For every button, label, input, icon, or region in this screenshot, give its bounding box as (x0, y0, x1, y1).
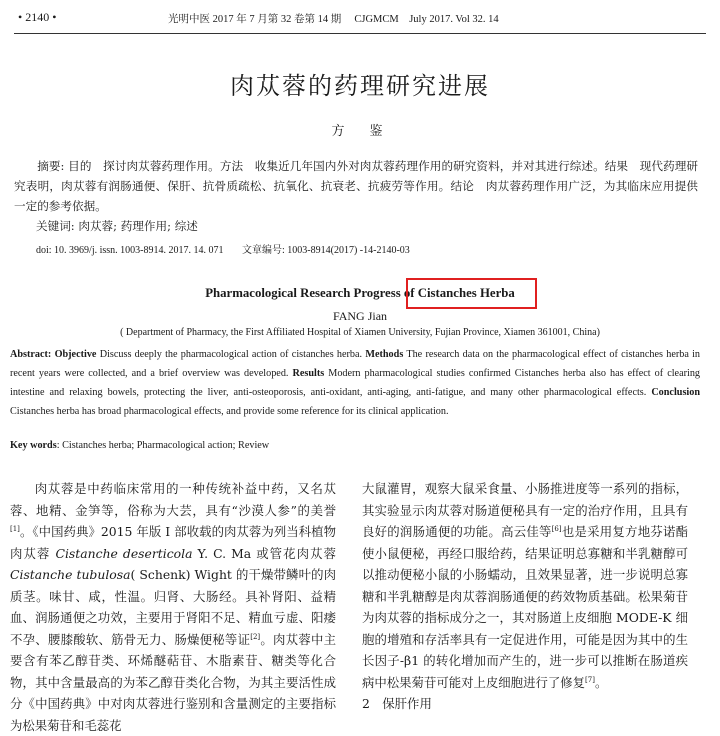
header-rule (14, 33, 706, 34)
body-left-p2: 。《中国药典》2015 年版 Ⅰ 部收载的肉苁蓉为列当科植物肉苁蓉 (10, 524, 336, 561)
reference-7: [7] (585, 675, 595, 684)
body-left-p5: 。肉苁蓉中主要含有苯乙醇苷类、环烯醚萜苷、木脂素苷、糖类等化合物，其中含量最高的为苯乙醇苷类化合物，为其主要活性成分《中国药典》中对肉苁蓉进行鉴别和含量测定的主要指标为松果菊苷和毛蕊花 (10, 631, 337, 733)
english-title (0, 286, 720, 301)
reference-6: [6] (551, 524, 562, 533)
english-author: FANG Jian (332, 309, 388, 323)
running-head: 光明中医 2017 年 7 月第 32 卷第 14 期 CJGMCM July 2017. Vol 32. 14 (168, 14, 499, 25)
body-column-left (10, 478, 336, 736)
body-right-p3: 。 (594, 674, 608, 690)
affiliation: ( Department of Pharmacy, the First Affiliated Hospital of Xiamen University, Fujian Province, Xiamen 361001, China) (120, 327, 600, 338)
doi-line (36, 241, 410, 256)
page-number: • 2140 • (18, 10, 57, 24)
doi: doi: 10. 3969/j. issn. 1003-8914. 2017. 14. 071 (36, 245, 224, 256)
body-left-p1: 肉苁蓉是中药临床常用的一种传统补益中药，又名苁蓉、地精、金笋等，俗称为大芸，具有“沙漠人参”的美誉 (10, 481, 336, 518)
keywords-en-label: Key words (10, 440, 57, 451)
keywords-en-text: : Cistanches herba; Pharmacological action; Review (56, 440, 270, 451)
body-right-p1: 大鼠灌胃，观察大鼠采食量、小肠推进度等一系列的指标，其实验显示肉苁蓉对肠道便秘具有一定的治疗作用，且具有良好的润肠通便的功能。高云佳等 (362, 481, 688, 539)
body-column-right (362, 478, 688, 715)
body-right-p2: 也是采用复方地芬诺酯使小鼠便秘，再经口服给药，结果证明总寡糖和半乳糖醇可以推动便秘小鼠的小肠蠕动，且效果显著，进一步说明总寡糖和半乳糖醇是肉苁蓉润肠通便的药效物质基础。松果菊苷为肉苁蓉的指标成分之一，其对肠道上皮细胞 MODE-K 细胞的增殖和存活率具有一定促进作用，可能是因为其中的生长因子-β1 的转化增加而产生的，进一步可以推断在肠道疾病中松果菊苷可能对上皮细胞进行了修复 (362, 524, 689, 690)
english-title-prefix: Pharmacological Research Progress of (205, 286, 415, 300)
methods-text: The research data on the pharmacological effect of cistanches herba in recent years were collected, and a brief overview was developed. (10, 349, 701, 379)
keywords-zh: 关键词: 肉苁蓉; 药理作用; 综述 (36, 219, 198, 233)
conclusion-text: Cistanches herba has broad pharmacological effects, and provide some reference for its clinical application. (10, 406, 449, 417)
highlight-annotation-box (406, 278, 537, 309)
results-text: Modern pharmacological studies confirmed Cistanches herba also has effect of clearing intestine and relaxing bowels, protecting the liver, anti-osteoporosis, anti-oxidant, anti-aging, anti-fatigue, and many other pharmacological effects. (10, 368, 701, 398)
objective-label: Objective (54, 349, 97, 360)
latin-name-2: Cistanche tubulosa (10, 567, 131, 582)
section-heading: 2 保肝作用 (362, 696, 432, 711)
conclusion-label: Conclusion (651, 387, 701, 398)
abstract-en (10, 345, 700, 421)
body-left-p4: ( Schenk) Wight 的干燥带鳞叶的肉质茎。味甘、咸，性温。归肾、大肠经。具补肾阳、益精血、润肠通便之功效，主要用于肾阳不足、精血亏虚、阳痿不孕、腰膝酸软、筋骨无力、肠燥便秘等证 (10, 567, 336, 647)
english-title-herb: Cistanches Herba (417, 286, 515, 300)
latin-name-1: Cistanche deserticola (55, 545, 193, 561)
reference-2: [2] (250, 632, 261, 641)
body-right-paragraph (362, 478, 688, 693)
objective-text: Discuss deeply the pharmacological action of cistanches herba. (99, 349, 363, 360)
reference-1: [1] (10, 524, 20, 533)
keywords-en (10, 440, 269, 451)
abstract-label: Abstract: (10, 349, 52, 360)
methods-label: Methods (365, 349, 404, 360)
abstract-zh: 摘要: 目的 探讨肉苁蓉药理作用。方法 收集近几年国内外对肉苁蓉药理作用的研究资料，并对其进行综述。结果 现代药理研究表明，肉苁蓉有润肠通便、保肝、抗骨质疏松、抗氧化、抗衰老、抗疲劳等作用。结论 肉苁蓉药理作用广泛，为其临床应用提供一定的参考依据。 (14, 159, 698, 213)
page-header (18, 8, 702, 28)
article-author: 方 鉴 (331, 124, 389, 139)
article-title: 肉苁蓉的药理研究进展 (230, 72, 490, 100)
body-left-p3: Y. C. Ma 或管花肉苁蓉 (197, 545, 336, 561)
results-label: Results (292, 368, 325, 379)
article-number: 文章编号: 1003-8914(2017) -14-2140-03 (242, 245, 410, 256)
